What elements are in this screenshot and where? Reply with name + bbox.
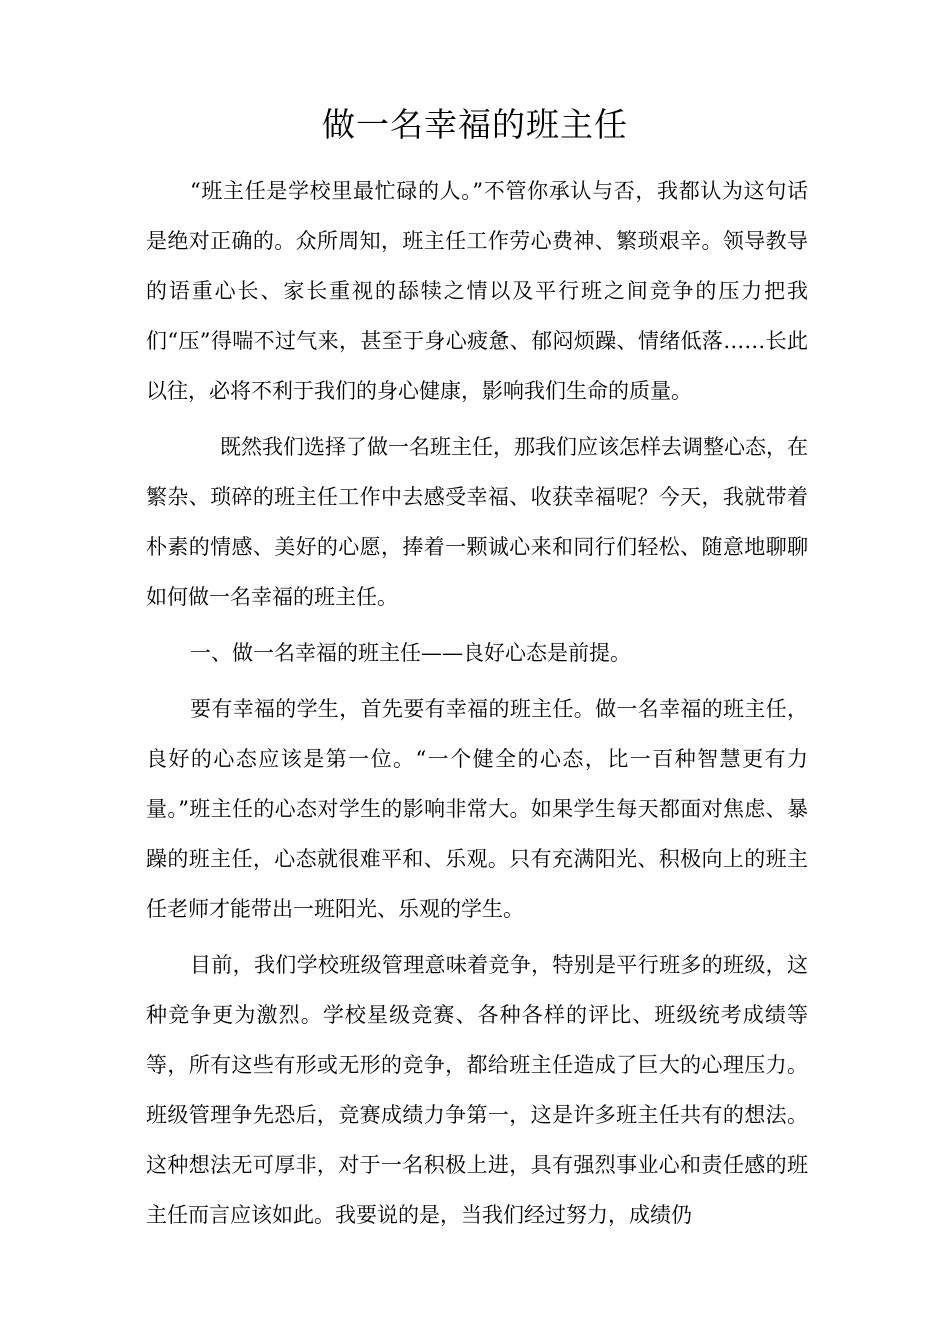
paragraph-intro: “班主任是学校里最忙碌的人。”不管你承认与否，我都认为这句话是绝对正确的。众所周知，班主任工作劳心费神、繁琐艰辛。领导教导的语重心长、家长重视的舔犊之情以及平行班之间竞争的压力把我们“压”得喘不过气来，甚至于身心疲惫、郁闷烦躁、情绪低落……长此以往，必将不利于我们的身心健康，影响我们生命的质量。 [146,179,808,403]
document-body [146,166,808,1240]
paragraph-purpose: 既然我们选择了做一名班主任，那我们应该怎样去调整心态，在繁杂、琐碎的班主任工作中去感受幸福、收获幸福呢？今天，我就带着朴素的情感、美好的心愿，捧着一颗诚心来和同行们轻松、随意地聊聊如何做一名幸福的班主任。 [146,435,808,609]
document-title: 做一名幸福的班主任 [322,105,628,144]
section-heading-1: 一、做一名幸福的班主任——良好心态是前提。 [190,641,631,665]
paragraph-attitude: 要有幸福的学生，首先要有幸福的班主任。做一名幸福的班主任，良好的心态应该是第一位。“一个健全的心态，比一百种智慧更有力量。”班主任的心态对学生的影响非常大。如果学生每天都面对焦虑、暴躁的班主任，心态就很难平和、乐观。只有充满阳光、积极向上的班主任老师才能带出一班阳光、乐观的学生。 [146,697,808,921]
paragraph-competition: 目前，我们学校班级管理意味着竞争，特别是平行班多的班级，这种竞争更为激烈。学校星级竞赛、各种各样的评比、班级统考成绩等等，所有这些有形或无形的竞争，都给班主任造成了巨大的心理压力。班级管理争先恐后，竞赛成绩力争第一，这是许多班主任共有的想法。这种想法无可厚非，对于一名积极上进，具有强烈事业心和责任感的班主任而言应该如此。我要说的是，当我们经过努力，成绩仍 [146,953,808,1227]
